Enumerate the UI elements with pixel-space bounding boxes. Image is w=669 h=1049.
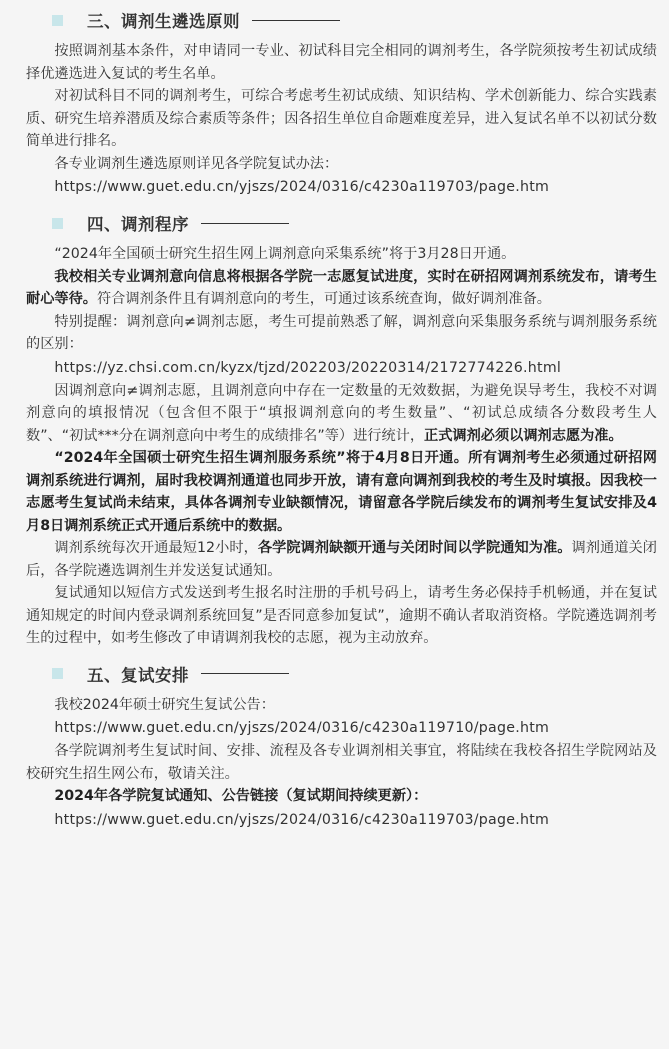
heading-underline bbox=[201, 223, 289, 224]
bold-text: 各学院调剂缺额开通与关闭时间以学院通知为准。 bbox=[257, 540, 572, 556]
section-heading-4 bbox=[26, 209, 657, 237]
section-title: 四、调剂程序 bbox=[87, 215, 189, 234]
bold-text: 我校相关专业调剂意向信息将根据各学院一志愿复试进度，实时在研招网调剂系统发布，请考生耐心等待。 bbox=[26, 268, 657, 307]
plain-text: 符合调剂条件且有调剂意向的考生，可通过该系统查询，做好调剂准备。 bbox=[96, 291, 551, 307]
plain-text: 因调剂意向≠调剂志愿，且调剂意向中存在一定数量的无效数据，为避免误导考生，我校不对调剂意向的填报情况（包含但不限于“填报调剂意向的考生数量”、“初试总成绩各分数段考生人数”、“初试***分在调剂意向中考生的成绩排名”等）进行统计， bbox=[26, 382, 657, 444]
paragraph bbox=[26, 785, 657, 808]
paragraph: “2024年全国硕士研究生招生网上调剂意向采集系统”将于3月28日开通。 bbox=[54, 246, 516, 262]
paragraph: 各学院调剂考生复试时间、安排、流程及各专业调剂相关事宜，将陆续在我校各招生学院网站及校研究生招生网公布，敬请关注。 bbox=[26, 743, 657, 782]
heading-underline bbox=[201, 673, 289, 674]
paragraph: 复试通知以短信方式发送到考生报名时注册的手机号码上，请考生务必保持手机畅通，并在复试通知规定的时间内登录调剂系统回复”是否同意参加复试”，逾期不确认者取消资格。学院遴选调剂考生的过程中，如考生修改了申请调剂我校的志愿，视为主动放弃。 bbox=[26, 585, 657, 646]
section-heading-3 bbox=[26, 6, 657, 34]
url-text: https://www.guet.edu.cn/yjszs/2024/0316/c4230a119703/page.htm bbox=[54, 179, 550, 195]
square-bullet-icon bbox=[52, 218, 63, 229]
square-bullet-icon bbox=[52, 15, 63, 26]
bold-text: 2024年各学院复试通知、公告链接（复试期间持续更新）： bbox=[54, 788, 428, 804]
url-text: https://www.guet.edu.cn/yjszs/2024/0316/c4230a119703/page.htm bbox=[54, 811, 550, 828]
url-text: https://www.guet.edu.cn/yjszs/2024/0316/c4230a119710/page.htm bbox=[54, 720, 550, 736]
paragraph: 按照调剂基本条件，对申请同一专业、初试科目完全相同的调剂考生，各学院须按考生初试成绩择优遴选进入复试的考生名单。 bbox=[26, 43, 657, 82]
paragraph bbox=[26, 537, 657, 582]
section-title: 五、复试安排 bbox=[87, 665, 189, 685]
plain-text: 调剂通道关闭后，各学院遴选调剂生并发送复试通知。 bbox=[26, 540, 657, 579]
paragraph bbox=[26, 266, 657, 311]
square-bullet-icon bbox=[52, 668, 63, 679]
paragraph: 对初试科目不同的调剂考生，可综合考虑考生初试成绩、知识结构、学术创新能力、综合实践素质、研究生培养潜质及综合素质等条件；因各招生单位自命题难度差异，进入复试名单不以初试分数简单进行排名。 bbox=[26, 88, 657, 149]
paragraph: 特别提醒：调剂意向≠调剂志愿，考生可提前熟悉了解，调剂意向采集服务系统与调剂服务系统的区别： bbox=[26, 313, 657, 352]
section-title: 三、调剂生遴选原则 bbox=[87, 12, 240, 31]
bold-text: 正式调剂必须以调剂志愿为准。 bbox=[424, 427, 623, 444]
paragraph: 我校2024年硕士研究生复试公告： bbox=[54, 696, 275, 713]
url-text: https://yz.chsi.com.cn/kyzx/tjzd/202203/20220314/2172774226.html bbox=[54, 359, 562, 376]
paragraph bbox=[26, 380, 657, 448]
heading-underline bbox=[252, 20, 340, 21]
paragraph: 各专业调剂生遴选原则详见各学院复试办法： bbox=[54, 155, 339, 172]
plain-text: 调剂系统每次开通最短12小时， bbox=[54, 540, 258, 556]
paragraph bbox=[26, 447, 657, 537]
section-heading-5 bbox=[26, 660, 657, 688]
bold-text: “2024年全国硕士研究生招生调剂服务系统”将于4月8日开通。所有调剂考生必须通过研招网调剂系统进行调剂，届时我校调剂通道也同步开放，请有意向调剂到我校的考生及时填报。因我校一志愿考生复试尚未结束，具体各调剂专业缺额情况，请留意各学院后续发布的调剂考生复试安排及4月8日调剂系统正式开通后系统中的数据。 bbox=[26, 450, 657, 534]
